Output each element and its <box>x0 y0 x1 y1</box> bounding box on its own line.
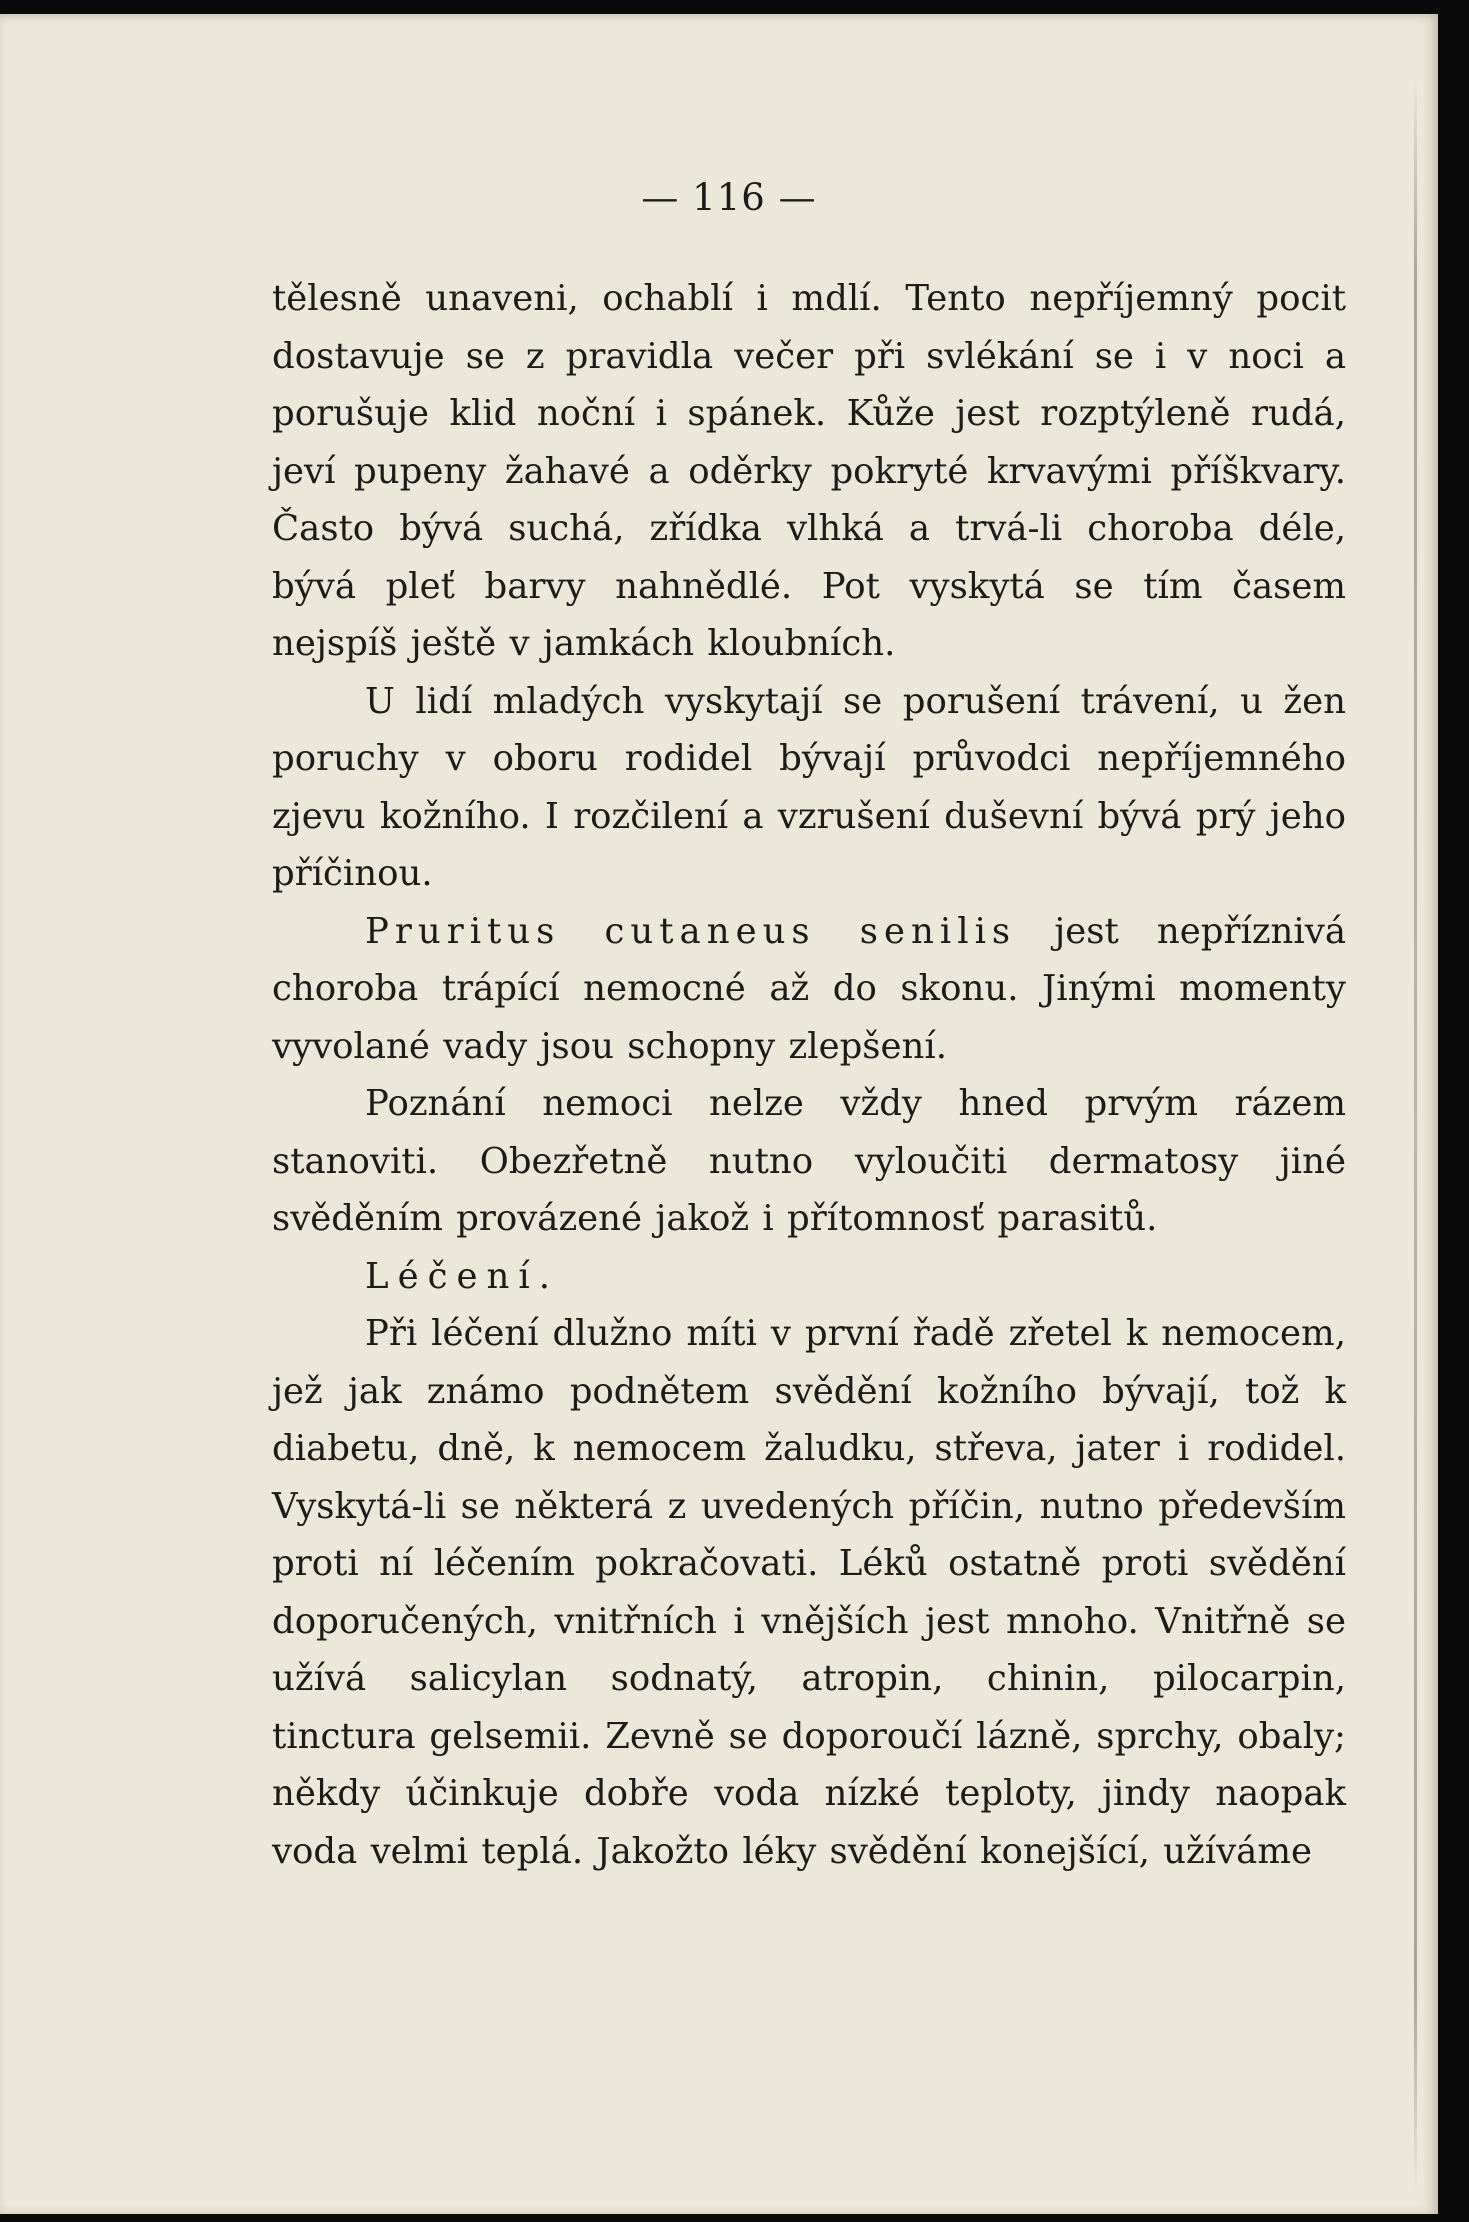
page-edge-shadow <box>1414 74 1417 2194</box>
section-heading-treatment: Léčení. <box>365 1255 559 1297</box>
page-number: — 116 — <box>641 176 817 219</box>
term-pruritus-cutaneus-senilis: Pruritus cutaneus senilis <box>365 910 1017 952</box>
paragraph-treatment: Při léčení dlužno míti v první řadě zřetel k nemocem, jež jak známo podnětem svědění kožního bývají, tož k diabetu, dně, k nemocem žaludku, střeva, jater i rodidel. Vyskytá-li se některá z uvedených příčin, nutno především proti ní léčením pokračovati. Léků ostatně proti svědění doporučených, vnitřních i vnějších jest mnoho. Vnitřně se užívá salicylan sodnatý, atropin, chinin, pilocarpin, tinctura gelsemii. Zevně se doporoučí lázně, sprchy, obaly; někdy účinkuje dobře voda nízké teploty, jindy naopak voda velmi teplá. Jakožto léky svědění konejšící, užíváme <box>272 1313 1346 1872</box>
paragraph-pruritus-senilis-text: jest nepříznivá choroba trápící nemocné až do skonu. Jinými momenty vyvolané vady jsou schopny zlepšení. <box>272 910 1346 1067</box>
paragraph-young-people: U lidí mladých vyskytají se porušení trávení, u žen poruchy v oboru rodidel bývají průvodci nepříjemného zjevu kožního. I rozčilení a vzrušení duševní bývá prý jeho příčinou. <box>272 680 1346 894</box>
paragraph-continuation: tělesně unaveni, ochablí i mdlí. Tento nepříjemný pocit dostavuje se z pravidla večer při svlékání se i v noci a porušuje klid noční i spánek. Kůže jest rozptýleně rudá, jeví pupeny žahavé a oděrky pokryté krvavými příškvary. Často bývá suchá, zřídka vlhká a trvá-li choroba déle, bývá pleť barvy nahnědlé. Pot vyskytá se tím časem nejspíš ještě v jamkách kloubních. <box>272 278 1346 664</box>
paragraph-pruritus-senilis <box>272 903 1346 1076</box>
paragraph-diagnosis: Poznání nemoci nelze vždy hned prvým rázem stanoviti. Obezřetně nutno vyloučiti dermatosy jiné svěděním provázené jakož i přítomnosť parasitů. <box>272 1083 1346 1239</box>
body-text <box>272 270 1346 1880</box>
